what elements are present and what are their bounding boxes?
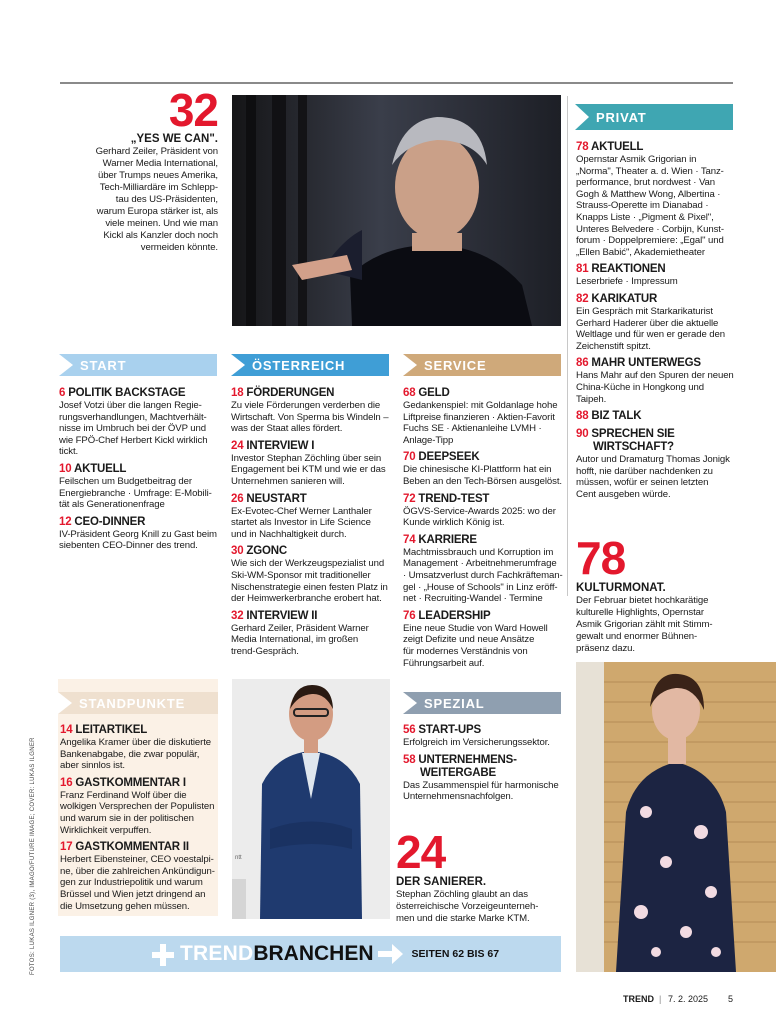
text-line: Die chinesische KI-Plattform hat ein (403, 464, 552, 476)
text-line: Asmik Grigorian zählt mit Stimm- (576, 619, 713, 630)
text-line: warum Europa stärker ist, als (96, 206, 218, 217)
text-line: Nischenstrategie einen festen Platz in (231, 581, 388, 593)
toc-entry-description (231, 453, 393, 488)
toc-entry-heading (576, 428, 736, 441)
toc-entry-description (231, 506, 393, 541)
text-line: Ein Gespräch mit Starkarikaturist (576, 305, 713, 317)
photo-credit: FOTOS: LUKAS ILGNER (3), IMAGO/FUTURE IMAGE; COVER: LUKAS ILGNER (30, 737, 36, 975)
section-privat-entries (576, 141, 736, 505)
footer-date: 7. 2. 2025 (668, 994, 709, 1004)
photo-sign-text: ntt (235, 855, 242, 861)
text-line: Engagement bei KTM und wie er das (231, 464, 386, 476)
section-header-service (403, 341, 561, 376)
toc-entry-description (403, 506, 565, 529)
footer-separator: | (659, 994, 662, 1004)
toc-entry[interactable] (231, 610, 393, 658)
toc-entry-heading (576, 410, 736, 423)
toc-entry-description (60, 854, 220, 912)
text-line: Cent ausgeben würde. (576, 488, 671, 500)
toc-page-number: 30 (231, 545, 244, 558)
arrow-right-icon (378, 943, 404, 965)
text-line: Liftpreise finanzieren · Aktien-Favorit (403, 411, 555, 423)
text-line: Anlage-Tipp (403, 434, 454, 446)
toc-page-number: 58 (403, 753, 416, 766)
section-label-start: START (80, 357, 127, 373)
text-line: Der Februar bietet hochkarätige (576, 595, 709, 606)
toc-entry-heading (231, 440, 393, 453)
toc-entry-heading (403, 387, 565, 400)
toc-entry-title: BIZ TALK (591, 410, 642, 423)
toc-page-number: 32 (231, 609, 244, 622)
text-line: Gedankenspiel: mit Goldanlage hohe (403, 400, 558, 411)
photo-stephan-zoechling (232, 679, 390, 919)
text-line: tau des US-Präsidenten, (115, 194, 218, 205)
toc-entry-title: INTERVIEW II (246, 609, 318, 622)
toc-page-number: 24 (231, 439, 244, 452)
toc-page-number: 26 (231, 492, 244, 505)
toc-entry-description (403, 400, 565, 446)
toc-entry-title: NEUSTART (246, 492, 307, 505)
toc-entry-title: POLITIK BACKSTAGE (68, 387, 186, 399)
feature-mid (576, 532, 736, 655)
toc-entry-heading (576, 293, 736, 306)
toc-entry-heading (59, 516, 219, 529)
text-line: Energiebranche · Umfrage: E-Mobili- (59, 487, 212, 499)
toc-entry-title: GELD (418, 387, 450, 399)
toc-entry-title: AKTUELL (590, 141, 644, 153)
text-line: müssen, wofür er seinen letzten (576, 477, 709, 489)
toc-entry[interactable] (60, 777, 220, 836)
text-line: China-Küche in Hongkong und Taipeh. (576, 381, 704, 405)
toc-entry-heading (60, 724, 220, 737)
text-line: Zeichenstift spitzt. (576, 340, 651, 352)
trend-bar-pages: SEITEN 62 BIS 67 (411, 948, 500, 960)
toc-page-number: 76 (403, 609, 416, 622)
toc-entry-title: TREND-TEST (418, 492, 490, 505)
toc-entry-heading (59, 387, 219, 400)
toc-entry[interactable] (231, 440, 393, 488)
text-line: Herbert Eibensteiner, CEO voestalpi- (60, 854, 214, 866)
trend-bar-word2: BRANCHEN (253, 942, 374, 965)
toc-entry-description (576, 306, 736, 352)
section-start-entries (59, 387, 219, 557)
toc-entry-description (576, 370, 736, 405)
toc-entry[interactable] (403, 451, 565, 487)
toc-page-number: 90 (576, 428, 589, 441)
section-service-entries (403, 387, 565, 674)
toc-entry-title: DEEPSEEK (418, 451, 480, 464)
toc-entry[interactable] (576, 410, 736, 423)
text-line: tickt. (59, 446, 79, 458)
column-divider (567, 96, 568, 596)
toc-entry-heading (231, 387, 393, 400)
feature-top-title: „YES WE CAN". (130, 133, 218, 145)
toc-entry-title: UNTERNEHMENS- (418, 753, 517, 766)
toc-page-number: 18 (231, 387, 244, 399)
section-header-privat (575, 95, 733, 130)
text-line: ne, über die zahlreichen Ankündigun- (60, 865, 215, 877)
toc-page-number: 10 (59, 462, 72, 475)
text-line: Warner Media International, (102, 158, 218, 169)
text-line: Beben an den Tech-Börsen ausgelöst. (403, 475, 562, 487)
text-line: hofft, nie darüber nachdenken zu (576, 465, 713, 477)
toc-page-number: 17 (60, 841, 73, 854)
text-line: rungsverhandlungen, Machtverhält- (59, 411, 207, 423)
toc-entry-heading (59, 463, 219, 476)
toc-page-number: 14 (60, 724, 73, 736)
text-line: Brüssel und Wien jetzt dringend an (60, 888, 206, 900)
toc-entry[interactable] (403, 534, 565, 605)
toc-entry-title: FÖRDERUNGEN (246, 387, 335, 399)
toc-entry-description (403, 623, 565, 669)
text-line: Media International, im großen (231, 634, 359, 646)
toc-entry[interactable] (403, 387, 565, 446)
text-line: was der Staat alles fördert. (231, 423, 343, 435)
toc-entry[interactable] (231, 545, 393, 604)
text-line: · Umsatzverlust durch Fachkräfteman- (403, 569, 563, 581)
footer-brand: TREND (623, 994, 654, 1004)
toc-entry-description (403, 547, 565, 605)
toc-entry-title: INTERVIEW I (246, 439, 315, 452)
toc-entry-title: ZGONC (246, 545, 287, 558)
text-line: Angelika Kramer über die diskutierte (60, 737, 212, 748)
text-line: Wirtschaft. Von Sperma bis Windeln – (231, 411, 389, 423)
feature-bottom (396, 826, 561, 925)
toc-entry-title: REAKTIONEN (591, 263, 666, 276)
text-line: Franz Ferdinand Wolf über die (60, 789, 187, 801)
toc-page-number: 88 (576, 410, 589, 423)
toc-entry[interactable] (231, 387, 393, 435)
toc-entry-heading (60, 777, 220, 790)
feature-bottom-text (396, 889, 561, 925)
text-line: men und die starke Marke KTM. (396, 913, 530, 924)
toc-entry-heading (231, 545, 393, 558)
toc-page-number: 16 (60, 776, 73, 789)
toc-page-number: 68 (403, 387, 416, 399)
section-spezial-entries (403, 724, 563, 808)
text-line: Leserbriefe · Impressum (576, 276, 678, 288)
toc-entry-description (59, 529, 219, 552)
text-line: vermeiden könnte. (140, 242, 218, 253)
text-line: für modernes Verständnis von (403, 645, 528, 657)
toc-page-number: 78 (576, 141, 589, 153)
text-line: Gerhard Haderer über die aktuelle (576, 317, 719, 329)
text-line: Stephan Zöchling glaubt an das (396, 889, 528, 900)
section-label-oesterreich: ÖSTERREICH (252, 357, 346, 373)
toc-entry[interactable] (59, 516, 219, 552)
toc-entry-description (59, 476, 219, 511)
toc-entry-description (576, 154, 736, 258)
toc-entry-title-continued: WEITERGABE (420, 766, 496, 779)
feature-top (60, 84, 218, 254)
toc-entry-heading (576, 141, 736, 154)
text-line: Ski-WM-Sponsor mit traditioneller (231, 569, 371, 581)
text-line: viele meinen. Und wie man (105, 218, 218, 229)
feature-mid-title: KULTURMONAT. (576, 582, 666, 594)
toc-entry-title-continued: WIRTSCHAFT? (593, 441, 674, 454)
toc-entry-title: KARIKATUR (591, 292, 658, 305)
toc-page-number: 82 (576, 292, 589, 305)
text-line: Eine neue Studie von Ward Howell (403, 622, 548, 634)
trend-branchen-bar[interactable] (60, 936, 561, 972)
toc-entry-title: MAHR UNTERWEGS (591, 357, 701, 370)
text-line: Erfolgreich im Versicherungssektor. (403, 737, 550, 748)
toc-entry-title: LEADERSHIP (418, 609, 491, 622)
text-line: „Norma", Theater a. d. Wien · Tanz- (576, 165, 724, 177)
section-standpunkte-entries (60, 724, 220, 917)
toc-entry-heading (403, 610, 565, 623)
toc-page-number: 72 (403, 492, 416, 505)
toc-entry-title: GASTKOMMENTAR II (75, 841, 189, 854)
text-line: Hans Mahr auf den Spuren der neuen (576, 370, 734, 382)
toc-entry-description (60, 790, 220, 836)
toc-entry-description (403, 464, 565, 487)
text-line: Das Zusammenspiel für harmonische (403, 779, 559, 791)
feature-top-number: 32 (168, 84, 218, 136)
text-line: kulturelle Highlights, Opernstar (576, 607, 704, 618)
toc-entry[interactable] (576, 428, 736, 500)
text-line: über Trumps neues Amerika, (97, 170, 218, 181)
text-line: Ex-Evotec-Chef Werner Lanthaler (231, 505, 372, 517)
toc-entry-title: GASTKOMMENTAR I (75, 776, 186, 789)
section-header-oesterreich (231, 341, 389, 376)
toc-entry[interactable] (576, 293, 736, 352)
toc-page-number: 81 (576, 263, 589, 276)
text-line: wie FPÖ-Chef Herbert Kickl wirklich (59, 434, 208, 446)
toc-page-number: 86 (576, 357, 589, 370)
toc-entry[interactable] (59, 463, 219, 511)
toc-entry-title: KARRIERE (418, 533, 477, 546)
text-line: österreichische Vorzeigeunterneh- (396, 901, 539, 912)
toc-entry-heading (403, 724, 563, 737)
toc-page-number: 56 (403, 724, 416, 736)
toc-entry-title: AKTUELL (73, 462, 127, 475)
toc-entry[interactable] (403, 610, 565, 669)
feature-top-text (60, 146, 218, 254)
text-line: Josef Votzi über die langen Regie- (59, 400, 202, 411)
toc-entry-heading (403, 493, 565, 506)
feature-mid-number: 78 (576, 532, 626, 584)
photo-gerhard-zeiler (232, 95, 561, 326)
section-header-spezial (403, 679, 561, 714)
toc-entry-description (231, 558, 393, 604)
text-line: Gogh & Matthew Wong, Albertina · (576, 188, 721, 200)
section-label-privat: PRIVAT (596, 109, 647, 125)
text-line: Unternehmensnachfolgen. (403, 791, 514, 803)
text-line: Bankenabgabe, die zwar populär, (60, 748, 200, 760)
toc-entry[interactable] (403, 754, 563, 803)
text-line: ÖGVS-Service-Awards 2025: wo der (403, 505, 556, 517)
text-line: gel · „House of Schools" in Linz eröff- (403, 581, 558, 593)
toc-entry-heading (576, 357, 736, 370)
feature-bottom-number: 24 (396, 826, 446, 878)
toc-entry-description (59, 400, 219, 458)
feature-mid-text (576, 595, 736, 655)
text-line: und in Nachhaltigkeit durch. (231, 528, 347, 540)
toc-entry[interactable] (60, 724, 220, 772)
toc-entry-description (576, 454, 736, 500)
text-line: IV-Präsident Georg Knill zu Gast beim (59, 528, 217, 540)
text-line: Zu viele Förderungen verderben die (231, 400, 381, 411)
text-line: wolkigen Versprechen der Populisten (60, 801, 215, 813)
toc-entry-heading (231, 610, 393, 623)
text-line: trend-Gespräch. (231, 645, 299, 657)
plus-icon (152, 944, 174, 966)
section-header-start (59, 341, 217, 376)
text-line: Investor Stephan Zöchling über sein (231, 452, 382, 464)
toc-entry-heading (403, 534, 565, 547)
text-line: Feilschen um Budgetbeitrag der (59, 475, 192, 487)
toc-entry-description (60, 737, 220, 772)
text-line: Gerhard Zeiler, Präsident Warner (231, 622, 369, 634)
section-label-service: SERVICE (424, 357, 487, 373)
toc-entry-description (231, 623, 393, 658)
text-line: aber sinnlos ist. (60, 760, 125, 772)
text-line: Opernstar Asmik Grigorian in (576, 154, 697, 165)
text-line: Tech-Milliardäre im Schlepp- (99, 182, 218, 193)
toc-page-number: 12 (59, 515, 72, 528)
text-line: Führungsarbeit auf. (403, 657, 485, 669)
toc-page-number: 70 (403, 451, 416, 464)
text-line: Strauss-Operette im Dianabad · (576, 200, 709, 212)
toc-entry[interactable] (403, 493, 565, 529)
footer-page-number: 5 (728, 994, 734, 1004)
toc-entry-description (576, 276, 736, 288)
text-line: und warum sie in der politischen (60, 812, 194, 824)
text-line: präsenz dazu. (576, 643, 635, 654)
feature-bottom-title: DER SANIERER. (396, 876, 487, 888)
text-line: Unternehmen sanieren will. (231, 475, 345, 487)
text-line: performance, brut nordwest · Van (576, 177, 715, 189)
toc-entry-title: START-UPS (418, 724, 481, 736)
text-line: siebenten CEO-Dinner des trend. (59, 540, 198, 552)
toc-entry-title: CEO-DINNER (74, 515, 146, 528)
text-line: forum · Doppelpremiere: „Egal" und (576, 235, 724, 247)
text-line: „Ellen Babić", Akademietheater (576, 246, 705, 258)
text-line: die Umsetzung gehen müssen. (60, 900, 190, 912)
toc-entry-description (231, 400, 393, 435)
toc-entry[interactable] (403, 724, 563, 749)
text-line: Kickl als Kanzler doch noch (103, 230, 218, 241)
text-line: nisse im Umbruch bei der ÖVP und (59, 423, 206, 435)
trend-bar-word1: TREND (180, 942, 254, 965)
text-line: Unteres Belvedere · Corbijn, Kunst- (576, 223, 724, 235)
toc-page-number: 74 (403, 533, 416, 546)
text-line: zeigt Defizite und neue Ansätze (403, 634, 535, 646)
section-header-standpunkte (58, 679, 218, 714)
toc-entry-description (403, 737, 563, 749)
toc-entry[interactable] (231, 493, 393, 541)
section-label-spezial: SPEZIAL (424, 695, 485, 711)
top-rule (60, 82, 733, 84)
text-line: der Heimwerkerbranche erobert hat. (231, 593, 382, 605)
text-line: Knapps Liste · „Pigment & Pixel", (576, 211, 714, 223)
toc-entry-title: SPRECHEN SIE (591, 428, 675, 441)
text-line: Autor und Dramaturg Thomas Jonigk (576, 454, 730, 466)
toc-entry[interactable] (576, 141, 736, 258)
text-line: Machtmissbrauch und Korruption im (403, 546, 554, 558)
text-line: Weltlage und für wen er gerade den (576, 329, 725, 341)
text-line: Kunde wirklich König ist. (403, 517, 505, 529)
text-line: tät als Generationenfrage (59, 499, 165, 511)
section-label-standpunkte: STANDPUNKTE (79, 695, 186, 711)
toc-entry-title: LEITARTIKEL (75, 724, 148, 736)
toc-entry[interactable] (576, 357, 736, 405)
toc-entry-heading (60, 841, 220, 854)
toc-entry-heading (576, 263, 736, 276)
text-line: Gerhard Zeiler, Präsident von (95, 146, 218, 157)
photo-asmik-grigorian (576, 662, 776, 972)
text-line: Fuchs SE · Aktienanleihe LVMH · (403, 423, 542, 435)
toc-entry-heading (403, 754, 563, 767)
toc-entry-heading (403, 451, 565, 464)
text-line: Wirklichkeit verpuffen. (60, 824, 152, 836)
text-line: gen zur Industriepolitik und warum (60, 877, 203, 889)
section-oesterreich-entries (231, 387, 393, 663)
toc-entry-description (403, 780, 563, 803)
toc-page-number: 6 (59, 387, 66, 399)
text-line: startet als Investor in Life Science (231, 517, 371, 529)
toc-entry[interactable] (59, 387, 219, 458)
toc-entry-heading (231, 493, 393, 506)
toc-entry[interactable] (60, 841, 220, 912)
text-line: Wie sich der Werkzeugspezialist und (231, 558, 385, 570)
toc-entry[interactable] (576, 263, 736, 288)
text-line: Management · Arbeitnehmerumfrage (403, 558, 557, 570)
text-line: net · Recruiting-Wandel · Termine (403, 593, 543, 605)
text-line: gewalt und enormer Bühnen- (576, 631, 698, 642)
